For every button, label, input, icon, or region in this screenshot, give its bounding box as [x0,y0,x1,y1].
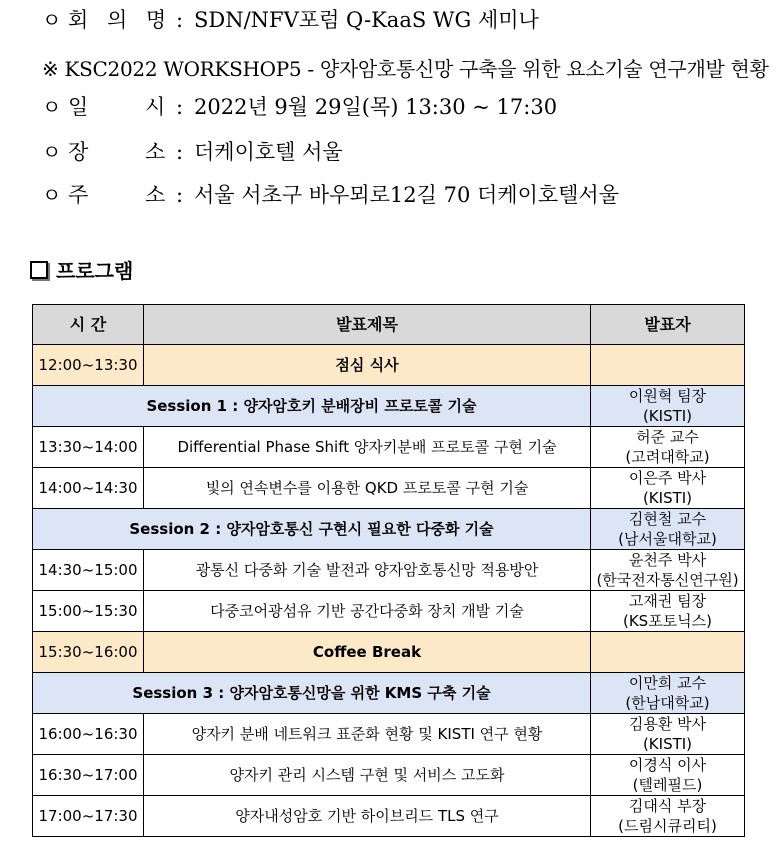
row-time: 14:30~15:00 [33,550,144,591]
session-row [33,673,745,714]
presenter-org: (한국전자통신연구원) [596,571,739,589]
row-title: 양자키 분배 네트워크 표준화 현황 및 KISTI 연구 현황 [144,714,591,755]
table-row [33,345,745,386]
program-table [32,304,745,837]
row-presenter [591,714,745,755]
table-row [33,591,745,632]
table-row [33,550,745,591]
date-label: 일 시 [68,95,166,119]
table-row [33,755,745,796]
presenter-org: (KISTI) [642,407,693,425]
presenter-name: 이경식 이사 [628,756,707,774]
presenter-name: 허준 교수 [636,428,699,446]
presenter-name: 윤천주 박사 [628,551,707,569]
presenter-name: 이원혁 팀장 [628,387,707,405]
header-title: 발표제목 [144,305,591,345]
row-title: 빛의 연속변수를 이용한 QKD 프로토콜 구현 기술 [144,468,591,509]
row-time: 17:00~17:30 [33,796,144,837]
row-presenter [591,796,745,837]
presenter-org: (텔레필드) [632,776,703,794]
bullet-icon: ㅇ [42,183,62,207]
row-title: Coffee Break [144,632,591,673]
row-presenter [591,427,745,468]
presenter-name: 김현철 교수 [628,510,707,528]
meeting-value: SDN/NFV포럼 Q-KaaS WG 세미나 [194,8,539,32]
presenter-org: (KISTI) [642,735,693,753]
row-title: Differential Phase Shift 양자키분배 프로토콜 구현 기술 [144,427,591,468]
row-presenter [591,345,745,386]
program-title: 프로그램 [56,259,134,283]
info-venue: ㅇ 장 소 : 더케이호텔 서울 [42,140,343,164]
table-row [33,632,745,673]
row-title: 다중코어광섬유 기반 공간다중화 장치 개발 기술 [144,591,591,632]
presenter-name: 김용환 박사 [628,715,707,733]
session-row [33,386,745,427]
presenter-org: (KISTI) [642,489,693,507]
presenter-org: (KS포토닉스) [622,612,713,630]
row-presenter [591,550,745,591]
row-presenter [591,632,745,673]
header-time: 시 간 [33,305,144,345]
presenter-org: (남서울대학교) [618,530,717,548]
presenter-org: (드림시큐리티) [618,817,717,835]
bullet-icon: ㅇ [42,95,62,119]
info-meeting-name: ㅇ 회 의 명 : SDN/NFV포럼 Q-KaaS WG 세미나 [42,8,539,32]
table-row [33,714,745,755]
session-title: Session 1 : 양자암호키 분배장비 프로토콜 기술 [33,386,591,427]
address-value: 서울 서초구 바우뫼로12길 70 더케이호텔서울 [194,183,620,207]
row-presenter [591,509,745,550]
workshop-note: ※ KSC2022 WORKSHOP5 - 양자암호통신망 구축을 위한 요소기술 연구개발 현황 [42,57,769,81]
info-address: ㅇ 주 소 : 서울 서초구 바우뫼로12길 70 더케이호텔서울 [42,183,620,207]
presenter-name: 이은주 박사 [628,469,707,487]
bullet-icon: ㅇ [42,8,62,32]
presenter-org: (고려대학교) [625,448,710,466]
header-presenter: 발표자 [591,305,745,345]
row-time: 15:30~16:00 [33,632,144,673]
presenter-name: 고재권 팀장 [628,592,707,610]
row-presenter [591,755,745,796]
row-presenter [591,386,745,427]
address-label: 주 소 [68,183,166,207]
row-time: 16:30~17:00 [33,755,144,796]
row-time: 12:00~13:30 [33,345,144,386]
row-time: 14:00~14:30 [33,468,144,509]
row-presenter [591,591,745,632]
row-presenter [591,468,745,509]
row-title: 양자키 관리 시스템 구현 및 서비스 고도화 [144,755,591,796]
presenter-name: 김대식 부장 [628,797,707,815]
venue-label: 장 소 [68,140,166,164]
session-title: Session 3 : 양자암호통신망을 위한 KMS 구축 기술 [33,673,591,714]
table-row [33,427,745,468]
row-title: 점심 식사 [144,345,591,386]
row-title: 광통신 다중화 기술 발전과 양자암호통신망 적용방안 [144,550,591,591]
row-time: 13:30~14:00 [33,427,144,468]
table-row [33,468,745,509]
date-value: 2022년 9월 29일(목) 13:30 ~ 17:30 [194,95,558,119]
presenter-name: 이만희 교수 [628,674,707,692]
info-date: ㅇ 일 시 : 2022년 9월 29일(목) 13:30 ~ 17:30 [42,95,558,119]
bullet-icon: ㅇ [42,140,62,164]
row-presenter [591,673,745,714]
presenter-org: (한남대학교) [625,694,710,712]
checkbox-square-icon [30,261,48,279]
program-heading [30,255,133,284]
table-row [33,796,745,837]
meeting-label: 회 의 명 [68,8,173,32]
row-time: 15:00~15:30 [33,591,144,632]
session-row [33,509,745,550]
venue-value: 더케이호텔 서울 [194,140,343,164]
session-title: Session 2 : 양자암호통신 구현시 필요한 다중화 기술 [33,509,591,550]
row-time: 16:00~16:30 [33,714,144,755]
row-title: 양자내성암호 기반 하이브리드 TLS 연구 [144,796,591,837]
